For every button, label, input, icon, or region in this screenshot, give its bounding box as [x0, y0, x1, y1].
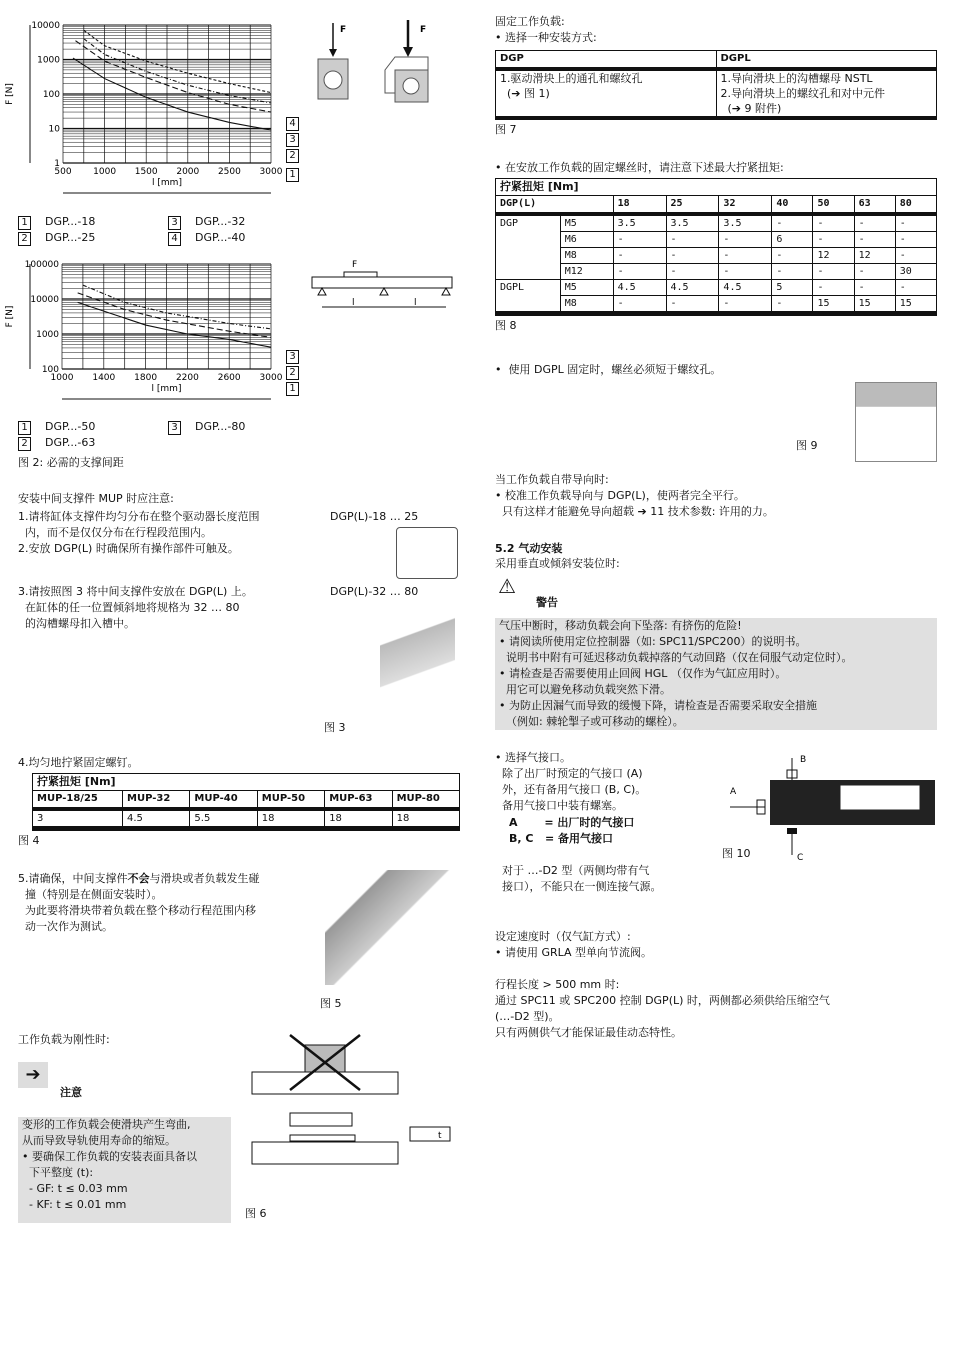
x-tick-label: 1800: [134, 373, 158, 383]
figure-6-caption: 图 6: [245, 1207, 267, 1220]
torque-header-cell: DGP(L): [496, 196, 614, 215]
chart2-curve-labels: 3 2 1: [286, 316, 313, 412]
figure-4-caption: 图 4: [18, 834, 40, 847]
torque-cell: 3.5: [613, 214, 666, 232]
torque-header-cell: 25: [666, 196, 719, 215]
torque-cell: -: [719, 232, 772, 248]
step-4: 4.均匀地拧紧固定螺钉。: [18, 756, 139, 769]
figure-7-caption: 图 7: [495, 123, 517, 136]
torque-cell: 4.5: [719, 280, 772, 296]
torque-cell: M12: [560, 264, 613, 280]
y-tick-label: 10: [48, 124, 60, 135]
y-tick-label: 100000: [24, 260, 59, 270]
x-tick-label: 2600: [217, 373, 241, 383]
step-5-text: 5.请确保，中间支撑件: [18, 872, 128, 885]
step-5-emphasis: 不会: [127, 872, 150, 885]
mup-intro: 安装中间支撑件 MUP 时应注意:: [18, 492, 174, 505]
y-tick-label: 1: [54, 159, 60, 169]
torque-cell: 4.5: [613, 280, 666, 296]
warning-box: 气压中断时，移动负载会向下坠落: 有挤伤的危险! • 请阅读所使用定位控制器（如: SPC11/SPC200）的说明书。 说明书中附有可延迟移动负载掉落的气动回路（仅在伺服气动定位时）。 • 请检查是否需要使用止回阀 HGL （仅作为气缸应用时）。 用它可以避免移动负载突然下滑。 • 为防止因漏气而导致的缓慢下降，请检查是否需要采取安全措施 （例如: 棘轮掣子或可移动的螺栓）。: [495, 618, 937, 730]
table-row: [496, 296, 937, 312]
torque-cell: M5: [560, 280, 613, 296]
span-label: l: [352, 298, 355, 308]
size-range-18-25: DGP(L)-18 … 25: [330, 510, 419, 523]
port-label-c: C: [797, 853, 804, 863]
x-axis-label: l [mm]: [151, 384, 182, 394]
torque-header-cell: 80: [895, 196, 936, 215]
torque-cell: 30: [895, 264, 936, 280]
y-axis-label: F [N]: [5, 305, 15, 328]
port-label-b: B: [800, 755, 807, 765]
arrow-right-icon: ➔: [18, 1062, 48, 1088]
series-line-3: [84, 39, 271, 103]
torque-cell: 6: [772, 232, 813, 248]
torque-cell: -: [613, 248, 666, 264]
mount-options-table: [495, 50, 937, 117]
torque-cell: -: [613, 296, 666, 312]
torque-cell: 4.5: [666, 280, 719, 296]
vertical-mount-heading: 采用垂直或倾斜安装位时:: [495, 557, 620, 570]
warning-heading: 警告: [536, 596, 558, 609]
x-tick-label: 1000: [50, 373, 74, 383]
mount-header-cell: DGP: [496, 51, 717, 70]
figure-8-caption: 图 8: [495, 319, 517, 332]
chart1-curve-labels: 4 3 2 1: [286, 83, 313, 198]
mup-header-cell: MUP-80: [392, 791, 459, 810]
torque-cell: -: [813, 232, 854, 248]
torque-cell: -: [772, 248, 813, 264]
torque-header-cell: 18: [613, 196, 666, 215]
series-line-4: [84, 30, 271, 92]
legend-item: 3 DGP...-80: [168, 419, 318, 435]
torque-cell: 5: [772, 280, 813, 296]
mup-torque-table: [32, 773, 460, 831]
port-bc: B, C = 备用气接口: [509, 832, 614, 845]
x-tick-label: 3000: [259, 167, 283, 177]
support-spacing-chart-2: [0, 255, 300, 405]
screw-drawing: [855, 382, 937, 462]
torque-cell: -: [854, 264, 895, 280]
torque-block: [495, 178, 937, 334]
y-tick-label: 100: [42, 90, 60, 100]
torque-table: [495, 178, 937, 316]
x-tick-label: 500: [54, 167, 72, 177]
x-tick-label: 3000: [259, 373, 283, 383]
port-a: A = 出厂时的气接口: [509, 816, 635, 829]
mup-torque-title: 拧紧扭矩 [Nm]: [32, 773, 460, 790]
torque-cell: M5: [560, 214, 613, 232]
torque-cell: -: [772, 264, 813, 280]
table-row: [496, 264, 937, 280]
legend-item: 1 DGP...-50: [18, 419, 168, 435]
force-label: F: [352, 260, 358, 270]
torque-cell: M8: [560, 296, 613, 312]
note-heading: 注意: [60, 1086, 82, 1099]
x-axis-label: l [mm]: [152, 178, 182, 188]
chart2-legend: [18, 419, 318, 451]
mount-header-cell: DGPL: [716, 51, 937, 70]
torque-cell: -: [813, 214, 854, 232]
mount-cell-dgp: 1.驱动滑块上的通孔和螺纹孔 (➔ 图 1): [496, 69, 717, 117]
mount-options-block: [495, 50, 937, 138]
legend-item: 3 DGP...-32: [168, 214, 318, 230]
x-tick-label: 1000: [93, 167, 117, 177]
span-label: l: [414, 298, 417, 308]
dgpl-note: • 使用 DGPL 固定时，螺丝必须短于螺纹孔。: [495, 363, 722, 376]
flatness-symbol-label: t: [438, 1131, 442, 1141]
torque-group-cell: DGP: [496, 214, 561, 280]
guide-text: • 校准工作负载导向与 DGP(L)，使两者完全平行。 只有这样才能避免导向超载 ➔ 11 技术参数: 许用的力。: [495, 489, 774, 518]
mount-cell-dgpl: 1.导向滑块上的沟槽螺母 NSTL 2.导向滑块上的螺纹孔和对中元件 (➔ 9 附件): [716, 69, 937, 117]
mup-header-cell: MUP-50: [257, 791, 324, 810]
torque-cell: -: [719, 248, 772, 264]
y-tick-label: 10000: [30, 295, 59, 305]
torque-cell: -: [613, 264, 666, 280]
legend-item: 1 DGP...-18: [18, 214, 168, 230]
fix-load-heading: 固定工作负载:: [495, 15, 565, 28]
figure-9-caption: 图 9: [796, 439, 818, 452]
choose-mount: • 选择一种安装方式:: [495, 31, 597, 44]
x-tick-label: 2500: [217, 167, 241, 177]
d2-note: 对于 …-D2 型（两侧均带有气 接口），不能只在一侧连接气源。: [501, 864, 662, 893]
torque-header-cell: 63: [854, 196, 895, 215]
torque-cell: M8: [560, 248, 613, 264]
mup-header-cell: MUP-40: [190, 791, 257, 810]
legend-item: 2 DGP...-63: [18, 435, 168, 451]
mup-header-cell: MUP-32: [123, 791, 190, 810]
torque-cell: -: [666, 264, 719, 280]
torque-header-cell: 40: [772, 196, 813, 215]
beam-support-drawing: [310, 255, 460, 325]
support-spacing-chart-1: [0, 10, 300, 195]
table-row: [496, 248, 937, 264]
rigid-load-heading: 工作负载为刚性时:: [18, 1033, 110, 1046]
port-label-a: A: [730, 787, 737, 797]
torque-cell: -: [666, 232, 719, 248]
mup-value-cell: 18: [392, 809, 459, 827]
y-axis-label: F [N]: [5, 83, 15, 105]
section-5-2-title: 5.2 气动安装: [495, 542, 563, 555]
x-tick-label: 1400: [92, 373, 116, 383]
y-tick-label: 10000: [31, 21, 60, 31]
figure-10-caption: 图 10: [722, 847, 751, 860]
figure-2-caption: 图 2: 必需的支撑间距: [18, 456, 124, 469]
collision-drawing: [325, 870, 455, 985]
force-label: F: [420, 25, 427, 35]
size-range-32-80: DGP(L)-32 … 80: [330, 585, 419, 598]
torque-cell: -: [666, 248, 719, 264]
torque-cell: -: [854, 232, 895, 248]
torque-cell: -: [666, 296, 719, 312]
torque-cell: 15: [895, 296, 936, 312]
torque-cell: 12: [854, 248, 895, 264]
mup-header-cell: MUP-63: [325, 791, 392, 810]
y-tick-label: 1000: [37, 55, 60, 66]
step-2: 2.安放 DGP(L) 时确保所有操作部件可触及。: [18, 542, 239, 555]
torque-cell: M6: [560, 232, 613, 248]
torque-cell: -: [895, 214, 936, 232]
x-tick-label: 2000: [176, 167, 200, 177]
figure-5-caption: 图 5: [320, 997, 342, 1010]
torque-cell: -: [772, 214, 813, 232]
mup-value-cell: 18: [325, 809, 392, 827]
torque-cell: -: [813, 264, 854, 280]
air-port-drawing: [725, 750, 940, 865]
torque-cell: -: [719, 296, 772, 312]
guide-heading: 当工作负载自带导向时:: [495, 473, 609, 486]
torque-cell: -: [895, 248, 936, 264]
torque-cell: -: [813, 280, 854, 296]
torque-cell: -: [895, 232, 936, 248]
y-tick-label: 100: [41, 365, 59, 375]
torque-cell: -: [854, 214, 895, 232]
mup-mounting-drawing: [380, 603, 455, 715]
x-tick-label: 1500: [134, 167, 158, 177]
torque-cell: -: [613, 232, 666, 248]
step-5-text: 与滑块或者负载发生碰 撞（特别是在侧面安装时）。 为此要将滑块带着负载在整个移动行程范围内移 动一次作为测试。: [24, 872, 260, 933]
mup-value-cell: 3: [33, 809, 123, 827]
figure-3-caption: 图 3: [324, 721, 346, 734]
torque-header-cell: 50: [813, 196, 854, 215]
step-5: [18, 871, 260, 935]
torque-group-cell: DGPL: [496, 280, 561, 312]
flatness-drawing: [250, 1030, 460, 1170]
mup-torque-block: [18, 773, 460, 849]
mup-header-cell: MUP-18/25: [33, 791, 123, 810]
torque-cell: -: [772, 296, 813, 312]
legend-item: 2 DGP...-25: [18, 230, 168, 246]
torque-cell: 3.5: [719, 214, 772, 232]
torque-cell: -: [895, 280, 936, 296]
force-label: F: [340, 25, 347, 35]
x-tick-label: 2200: [175, 373, 199, 383]
torque-header-cell: 32: [719, 196, 772, 215]
table-row: [496, 214, 937, 232]
torque-title: 拧紧扭矩 [Nm]: [495, 178, 937, 195]
table-row: [496, 232, 937, 248]
mup-value-cell: 18: [257, 809, 324, 827]
legend-item: 4 DGP...-40: [168, 230, 318, 246]
torque-cell: -: [719, 264, 772, 280]
mup-value-cell: 4.5: [123, 809, 190, 827]
mup-value-cell: 5.5: [190, 809, 257, 827]
step-3: 3.请按照图 3 将中间支撑件安放在 DGP(L) 上。 在缸体的任一位置倾斜地将规格为 32 … 80 的沟槽螺母扣入槽中。: [18, 585, 253, 630]
table-row: [496, 280, 937, 296]
warning-icon: ⚠: [498, 574, 516, 598]
torque-cell: 15: [854, 296, 895, 312]
stroke-text: 行程长度 > 500 mm 时: 通过 SPC11 或 SPC200 控制 DGP(L) 时，两侧都必须供给压缩空气 (…-D2 型)。 只有两侧供气才能保证最佳动态特性。: [495, 978, 830, 1039]
chart1-legend: [18, 214, 318, 246]
y-tick-label: 1000: [36, 330, 59, 340]
torque-cell: 3.5: [666, 214, 719, 232]
torque-intro: • 在安放工作负载的固定螺丝时，请注意下述最大拧紧扭矩:: [495, 161, 784, 174]
torque-cell: 15: [813, 296, 854, 312]
note-box: 变形的工作负载会使滑块产生弯曲, 从而导致导轨使用寿命的缩短。 • 要确保工作负载的安装表面具备以 下平整度 (t): - GF: t ≤ 0.03 mm - KF: t ≤ 0.01 mm: [18, 1117, 231, 1223]
port-text: • 选择气接口。 除了出厂时预定的气接口 (A) 外，还有备用气接口 (B, C)。 备用气接口中装有螺塞。: [495, 751, 647, 812]
speed-text: 设定速度时（仅气缸方式）: • 请使用 GRLA 型单向节流阀。: [495, 930, 653, 959]
torque-cell: 12: [813, 248, 854, 264]
torque-cell: -: [854, 280, 895, 296]
step-1: 1.请将缸体支撑件均匀分布在整个驱动器长度范围 内，而不是仅仅分布在行程段范围内。: [18, 510, 260, 539]
mup-small-drawing: [396, 527, 458, 579]
